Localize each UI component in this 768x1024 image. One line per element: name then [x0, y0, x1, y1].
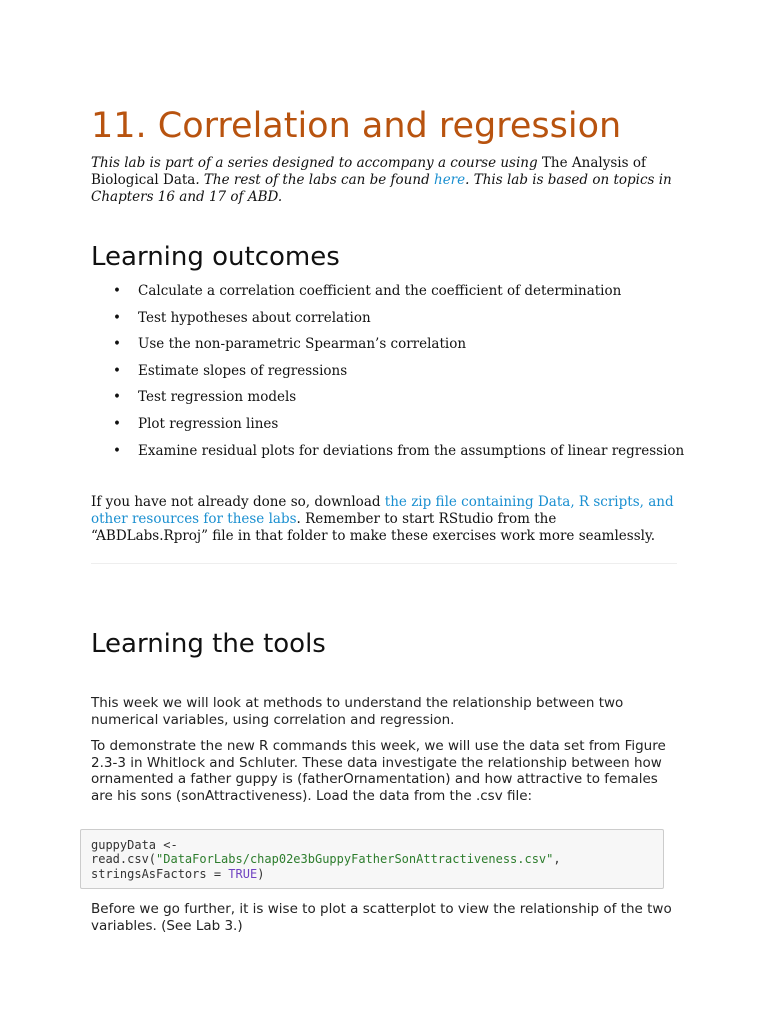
labs-here-link[interactable]: here [434, 171, 466, 188]
list-item [91, 442, 684, 469]
code-block[interactable] [80, 829, 664, 889]
list-item [91, 362, 684, 389]
code-line-2-prefix: read.csv( [91, 852, 157, 867]
tools-paragraph-3: Before we go further, it is wise to plot a scatterplot to view the relationship of the two variables. (See Lab 3.) [91, 901, 672, 934]
tools-paragraph-1: This week we will look at methods to understand the relationship between two numerical variables, using correlation and regression. [91, 695, 624, 728]
bullet-icon: • [113, 283, 121, 299]
bullet-icon: • [113, 336, 121, 353]
intro-text-1: This lab is part of a series designed to accompany a course using [91, 155, 538, 171]
code-line-1: guppyData <- [91, 838, 178, 852]
code-line-2-suffix: , [553, 852, 561, 867]
learning-outcomes-list [91, 282, 684, 468]
bullet-icon: • [113, 442, 121, 459]
tools-paragraph-2: To demonstrate the new R commands this week, we will use the data set from Figure 2.3-3 in Whitlock and Schluter. These data investigate the relationship between how ornamented a father guppy is (fatherOrnamentation) and how attractive to females are his sons (sonAttractiveness). Load the data from the .csv file: [91, 738, 666, 804]
code-string-path: "DataForLabs/chap02e3bGuppyFatherSonAttractiveness.csv" [156, 852, 554, 867]
intro-book-title: The Analysis of Biological Data [91, 155, 646, 188]
list-item [91, 309, 684, 336]
list-item [91, 388, 684, 415]
zip-file-link[interactable]: the zip file containing Data, R scripts, and other resources for these labs [91, 494, 674, 527]
page-title: 11. Correlation and regression [91, 106, 622, 146]
outcome-text: Examine residual plots for deviations from the assumptions of linear regression [138, 442, 685, 459]
code-line-3-prefix: stringsAsFactors = [91, 866, 229, 881]
outcome-text: Test regression models [138, 389, 297, 406]
intro-text-2: . The rest of the labs can be found [195, 171, 434, 188]
outcome-text: Use the non-parametric Spearman’s correlation [138, 336, 467, 353]
code-line-3-suffix: ) [257, 866, 265, 881]
outcome-text: Estimate slopes of regressions [138, 362, 348, 379]
list-item [91, 282, 684, 309]
intro-paragraph [91, 155, 677, 205]
list-item [91, 335, 684, 362]
intro-text-3: . This lab is based on topics in Chapters 16 and 17 of ABD. [91, 171, 672, 205]
download-text-after: . Remember to start RStudio from the “ABDLabs.Rproj” file in that folder to make these exercises work more seamlessly. [91, 510, 656, 544]
outcome-text: Test hypotheses about correlation [138, 309, 371, 326]
download-paragraph [91, 494, 677, 544]
outcome-text: Calculate a correlation coefficient and the coefficient of determination [138, 283, 622, 299]
download-text-before: If you have not already done so, download [91, 494, 385, 510]
learning-tools-heading: Learning the tools [91, 629, 326, 659]
learning-outcomes-heading: Learning outcomes [91, 242, 340, 272]
outcome-text: Plot regression lines [138, 415, 279, 432]
list-item [91, 415, 684, 442]
section-divider [91, 563, 677, 564]
bullet-icon: • [113, 415, 121, 432]
bullet-icon: • [113, 309, 121, 326]
bullet-icon: • [113, 389, 121, 406]
bullet-icon: • [113, 362, 121, 379]
code-keyword-true: TRUE [228, 866, 258, 881]
